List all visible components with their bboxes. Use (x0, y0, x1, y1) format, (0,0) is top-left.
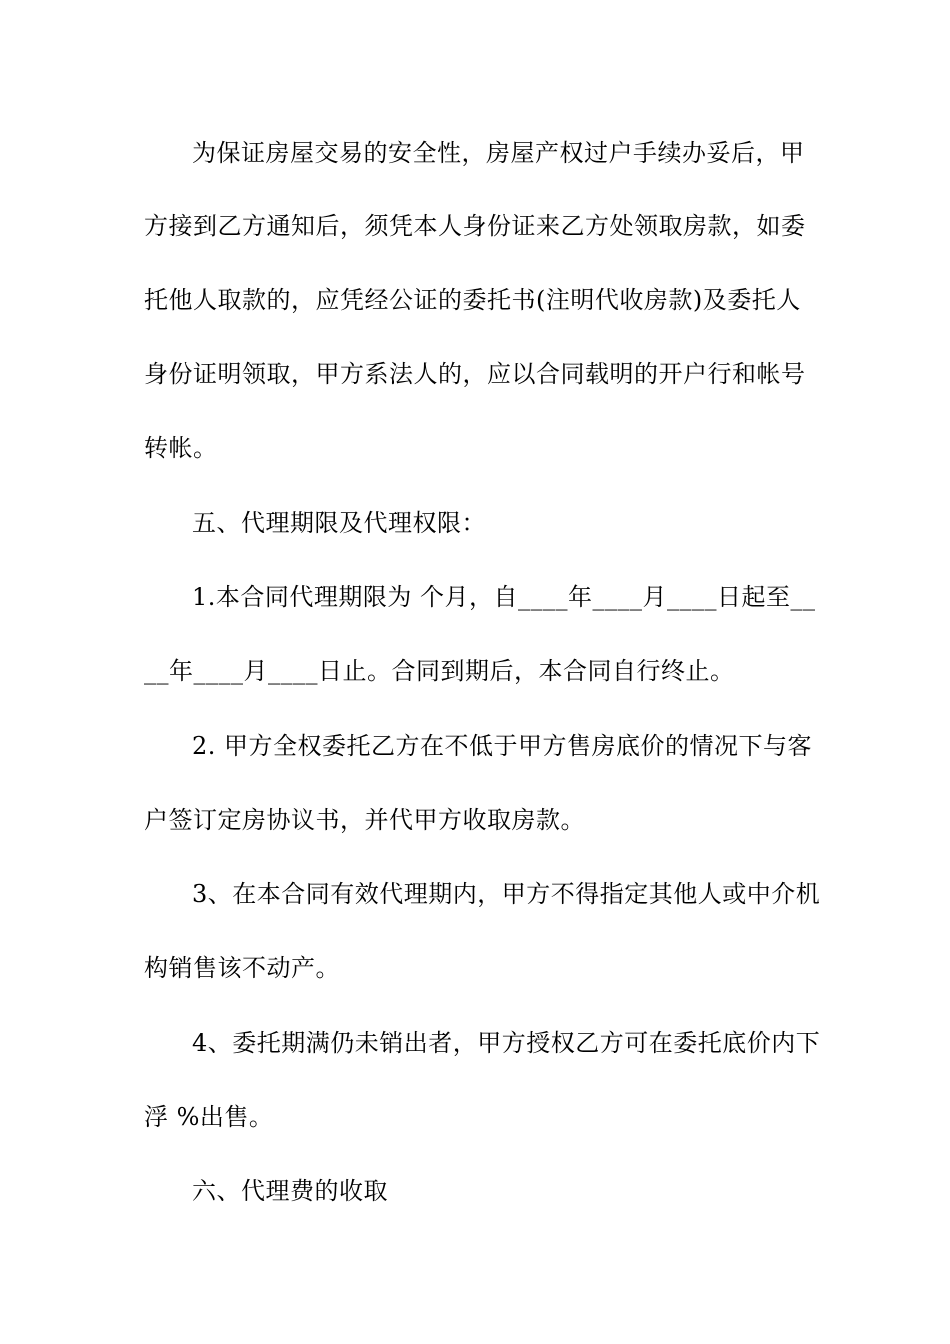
paragraph-line: 4、委托期满仍未销出者，甲方授权乙方可在委托底价内下 (192, 1029, 821, 1057)
paragraph-line: 户签订定房协议书，并代甲方收取房款。 (144, 806, 585, 834)
paragraph-line: 1.本合同代理期限为 个月，自____年____月____日起至__ (192, 583, 816, 611)
paragraph-line: 浮 %出售。 (144, 1103, 274, 1131)
section-heading: 六、代理费的收取 (192, 1177, 388, 1205)
paragraph-line: 3、在本合同有效代理期内，甲方不得指定其他人或中介机 (192, 880, 821, 908)
paragraph-line: __年____月____日止。合同到期后，本合同自行终止。 (144, 657, 735, 685)
paragraph-line: 托他人取款的，应凭经公证的委托书(注明代收房款)及委托人 (144, 286, 801, 314)
paragraph-line: 身份证明领取，甲方系法人的，应以合同载明的开户行和帐号 (144, 360, 806, 388)
paragraph-line: 转帐。 (144, 434, 218, 462)
section-heading: 五、代理期限及代理权限： (192, 509, 486, 537)
paragraph-line: 方接到乙方通知后，须凭本人身份证来乙方处领取房款，如委 (144, 212, 806, 240)
paragraph-line: 2. 甲方全权委托乙方在不低于甲方售房底价的情况下与客 (192, 732, 813, 760)
paragraph-line: 为保证房屋交易的安全性，房屋产权过户手续办妥后，甲 (192, 139, 805, 167)
paragraph-line: 构销售该不动产。 (144, 954, 340, 982)
